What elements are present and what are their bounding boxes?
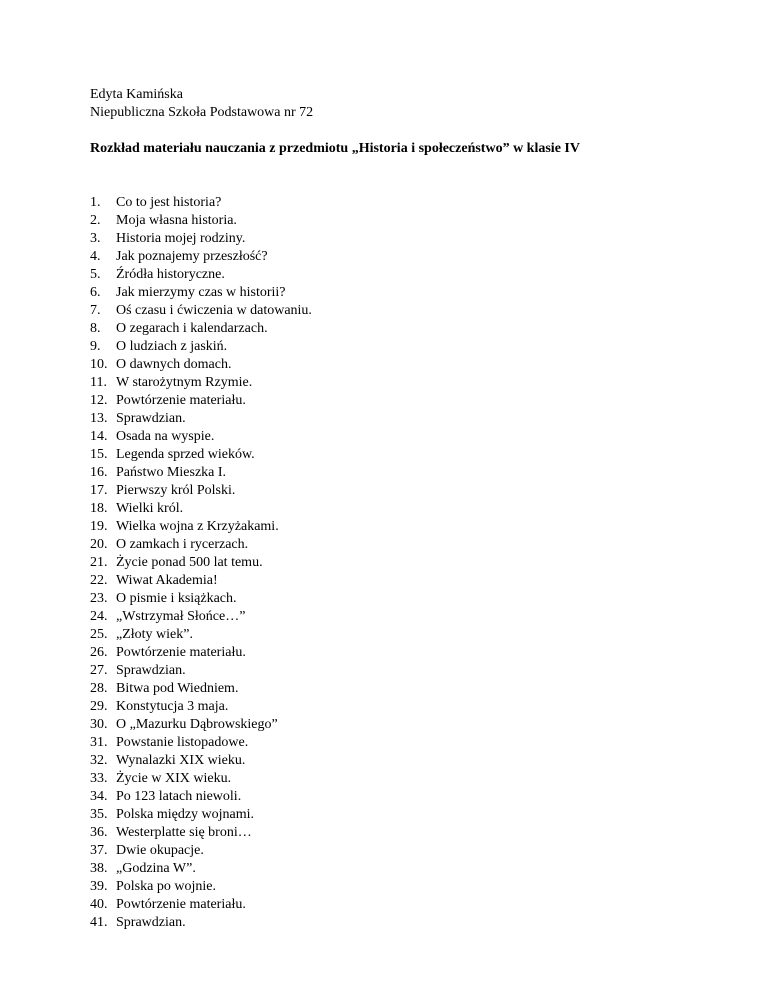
topic-text: Bitwa pod Wiedniem. [116,681,239,696]
school-name: Niepubliczna Szkoła Podstawowa nr 72 [90,105,314,120]
topic-number: 32. [90,753,108,768]
topic-item [90,770,710,788]
topic-item [90,896,710,914]
topic-item [90,644,710,662]
topic-number: 23. [90,591,108,606]
topic-number: 27. [90,663,108,678]
topic-number: 16. [90,465,108,480]
topic-number: 15. [90,447,108,462]
topic-item [90,338,710,356]
topic-item [90,680,710,698]
topic-number: 25. [90,627,108,642]
topic-item [90,662,710,680]
topic-item [90,860,710,878]
topic-text: Powstanie listopadowe. [116,735,249,750]
topic-item [90,716,710,734]
topic-item [90,302,710,320]
topic-number: 36. [90,825,108,840]
topic-number: 11. [90,375,107,390]
topic-item [90,500,710,518]
topic-item [90,842,710,860]
topic-text: Osada na wyspie. [116,429,215,444]
topic-text: Jak mierzymy czas w historii? [116,285,286,300]
topic-number: 5. [90,267,101,282]
topic-number: 38. [90,861,108,876]
document-title: Rozkład materiału nauczania z przedmiotu „Historia i społeczeństwo” w klasie IV [90,141,580,156]
topic-number: 37. [90,843,108,858]
topic-item [90,734,710,752]
topic-text: Pierwszy król Polski. [116,483,236,498]
topic-text: „Wstrzymał Słońce…” [116,609,246,624]
topic-item [90,554,710,572]
topic-item [90,806,710,824]
topic-item [90,374,710,392]
topic-text: Oś czasu i ćwiczenia w datowaniu. [116,303,312,318]
topic-item [90,212,710,230]
topic-text: Jak poznajemy przeszłość? [116,249,268,264]
topic-number: 34. [90,789,108,804]
topic-text: Po 123 latach niewoli. [116,789,242,804]
topic-text: Moja własna historia. [116,213,237,228]
topic-item [90,266,710,284]
topic-number: 7. [90,303,101,318]
topic-text: Dwie okupacje. [116,843,204,858]
topic-text: „Złoty wiek”. [116,627,193,642]
topic-number: 20. [90,537,108,552]
topic-item [90,230,710,248]
topic-number: 12. [90,393,108,408]
topic-number: 41. [90,915,108,930]
topic-item [90,572,710,590]
topic-item [90,320,710,338]
topic-text: Źródła historyczne. [116,267,225,282]
topic-number: 10. [90,357,108,372]
topic-text: Historia mojej rodziny. [116,231,246,246]
topic-text: Wielka wojna z Krzyżakami. [116,519,279,534]
topic-text: Konstytucja 3 maja. [116,699,229,714]
topic-item [90,356,710,374]
topic-text: Westerplatte się broni… [116,825,252,840]
topic-text: Wiwat Akademia! [116,573,218,588]
topic-item [90,410,710,428]
topic-text: Wielki król. [116,501,184,516]
topic-number: 26. [90,645,108,660]
topic-number: 24. [90,609,108,624]
topic-list [90,194,710,932]
topic-item [90,590,710,608]
topic-number: 35. [90,807,108,822]
topic-number: 31. [90,735,108,750]
topic-number: 30. [90,717,108,732]
topic-item [90,482,710,500]
topic-number: 21. [90,555,108,570]
document-page [90,86,710,932]
topic-text: Państwo Mieszka I. [116,465,227,480]
topic-text: Legenda sprzed wieków. [116,447,255,462]
topic-text: O dawnych domach. [116,357,232,372]
topic-item [90,824,710,842]
topic-text: O zegarach i kalendarzach. [116,321,268,336]
topic-item [90,788,710,806]
author-name: Edyta Kamińska [90,87,183,102]
topic-number: 9. [90,339,101,354]
topic-text: O pismie i książkach. [116,591,237,606]
topic-item [90,464,710,482]
topic-number: 2. [90,213,101,228]
topic-number: 1. [90,195,101,210]
topic-number: 6. [90,285,101,300]
topic-text: Sprawdzian. [116,663,186,678]
topic-item [90,248,710,266]
topic-item [90,194,710,212]
topic-item [90,392,710,410]
topic-item [90,626,710,644]
topic-item [90,914,710,932]
topic-item [90,446,710,464]
topic-number: 17. [90,483,108,498]
topic-item [90,284,710,302]
topic-number: 40. [90,897,108,912]
topic-number: 14. [90,429,108,444]
topic-text: Sprawdzian. [116,915,186,930]
topic-number: 33. [90,771,108,786]
topic-number: 19. [90,519,108,534]
topic-text: Polska po wojnie. [116,879,216,894]
topic-number: 22. [90,573,108,588]
topic-number: 28. [90,681,108,696]
topic-text: Powtórzenie materiału. [116,897,246,912]
topic-text: Życie ponad 500 lat temu. [116,555,263,570]
topic-number: 18. [90,501,108,516]
topic-number: 4. [90,249,101,264]
topic-text: Sprawdzian. [116,411,186,426]
topic-number: 29. [90,699,108,714]
topic-item [90,878,710,896]
topic-item [90,752,710,770]
topic-text: Życie w XIX wieku. [116,771,232,786]
topic-item [90,536,710,554]
topic-item [90,698,710,716]
topic-text: Powtórzenie materiału. [116,645,246,660]
topic-number: 3. [90,231,101,246]
topic-item [90,608,710,626]
topic-text: Wynalazki XIX wieku. [116,753,246,768]
topic-number: 39. [90,879,108,894]
topic-text: O „Mazurku Dąbrowskiego” [116,717,278,732]
topic-text: Co to jest historia? [116,195,222,210]
topic-text: „Godzina W”. [116,861,196,876]
topic-number: 13. [90,411,108,426]
topic-text: O zamkach i rycerzach. [116,537,249,552]
topic-text: O ludziach z jaskiń. [116,339,228,354]
topic-number: 8. [90,321,101,336]
topic-item [90,428,710,446]
topic-text: Polska między wojnami. [116,807,255,822]
topic-text: Powtórzenie materiału. [116,393,246,408]
topic-text: W starożytnym Rzymie. [116,375,253,390]
topic-item [90,518,710,536]
